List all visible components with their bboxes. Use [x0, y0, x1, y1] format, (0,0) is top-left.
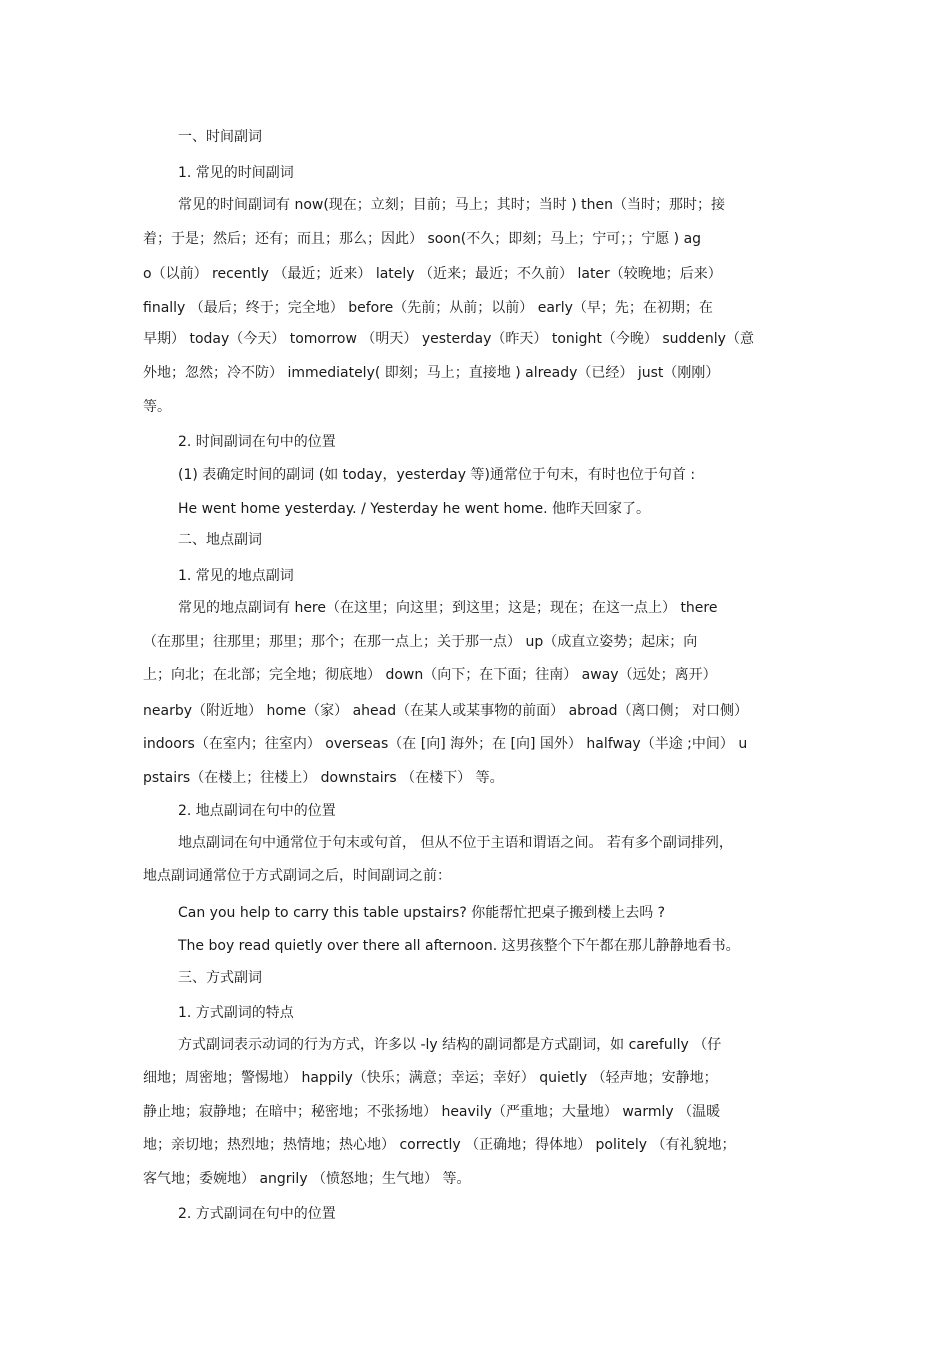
paragraph-line: 地点副词通常位于方式副词之后，时间副词之前：	[143, 868, 451, 884]
paragraph-line: o（以前） recently （最近；近来） lately （近来；最近；不久前） later（较晚地；后来）	[143, 266, 722, 282]
paragraph-line: 地点副词在句中通常位于句末或句首， 但从不位于主语和谓语之间。 若有多个副词排列，	[178, 835, 733, 851]
paragraph-line: finally （最后；终于；完全地） before（先前；从前；以前） early（早；先；在初期；在	[143, 300, 713, 316]
paragraph-line: 常见的地点副词有 here（在这里；向这里；到这里；这是；现在；在这一点上） there	[178, 600, 718, 616]
subheading-time-adverb-position: 2. 时间副词在句中的位置	[178, 434, 336, 450]
subheading-manner-adverb-position: 2. 方式副词在句中的位置	[178, 1206, 336, 1222]
subheading-place-adverb-position: 2. 地点副词在句中的位置	[178, 803, 336, 819]
rule-line: (1) 表确定时间的副词 (如 today，yesterday 等)通常位于句末，有时也位于句首 :	[178, 467, 696, 483]
paragraph-line: 静止地；寂静地；在暗中；秘密地；不张扬地） heavily（严重地；大量地） warmly （温暖	[143, 1104, 721, 1120]
paragraph-line: 外地；忽然；冷不防） immediately( 即刻；马上；直接地 ) already（已经） just（刚刚）	[143, 365, 720, 381]
paragraph-line: 上；向北；在北部；完全地；彻底地） down（向下；在下面；往南） away（远处；离开）	[143, 667, 717, 683]
paragraph-line: 等。	[143, 399, 171, 415]
subheading-common-place-adverbs: 1. 常见的地点副词	[178, 568, 294, 584]
paragraph-line: 客气地；委婉地） angrily （愤怒地；生气地） 等。	[143, 1171, 471, 1187]
paragraph-line: 常见的时间副词有 now(现在；立刻；目前；马上；其时；当时 ) then（当时；那时；接	[178, 197, 726, 213]
example-sentence: The boy read quietly over there all afternoon. 这男孩整个下午都在那儿静静地看书。	[178, 938, 740, 954]
paragraph-line: 着；于是；然后；还有；而且；那么；因此） soon(不久；即刻；马上；宁可；；宁愿 ) ag	[143, 231, 702, 247]
paragraph-line: nearby（附近地） home（家） ahead（在某人或某事物的前面） abroad（离口侧； 对口侧）	[143, 703, 748, 719]
paragraph-line: 细地；周密地；警惕地） happily（快乐；满意；幸运；幸好） quietly （轻声地；安静地；	[143, 1070, 718, 1086]
section-heading-manner-adverbs: 三、方式副词	[178, 970, 262, 986]
example-sentence: He went home yesterday. / Yesterday he went home. 他昨天回家了。	[178, 501, 651, 517]
paragraph-line: 方式副词表示动词的行为方式，许多以 -ly 结构的副词都是方式副词，如 carefully （仔	[178, 1037, 722, 1053]
paragraph-line: indoors（在室内；往室内） overseas（在 [向] 海外；在 [向] 国外） halfway（半途 ;中间） u	[143, 736, 748, 752]
paragraph-line: pstairs（在楼上；往楼上） downstairs （在楼下） 等。	[143, 770, 504, 786]
paragraph-line: 早期） today（今天） tomorrow （明天） yesterday（昨天） tonight（今晚） suddenly（意	[143, 331, 754, 347]
paragraph-line: （在那里；往那里；那里；那个；在那一点上；关于那一点） up（成直立姿势；起床；向	[143, 634, 698, 650]
section-heading-time-adverbs: 一、时间副词	[178, 129, 262, 145]
paragraph-line: 地；亲切地；热烈地；热情地；热心地） correctly （正确地；得体地） politely （有礼貌地；	[143, 1137, 736, 1153]
subheading-manner-adverb-features: 1. 方式副词的特点	[178, 1005, 294, 1021]
example-sentence: Can you help to carry this table upstairs? 你能帮忙把桌子搬到楼上去吗 ?	[178, 905, 666, 921]
subheading-common-time-adverbs: 1. 常见的时间副词	[178, 165, 294, 181]
section-heading-place-adverbs: 二、地点副词	[178, 532, 262, 548]
